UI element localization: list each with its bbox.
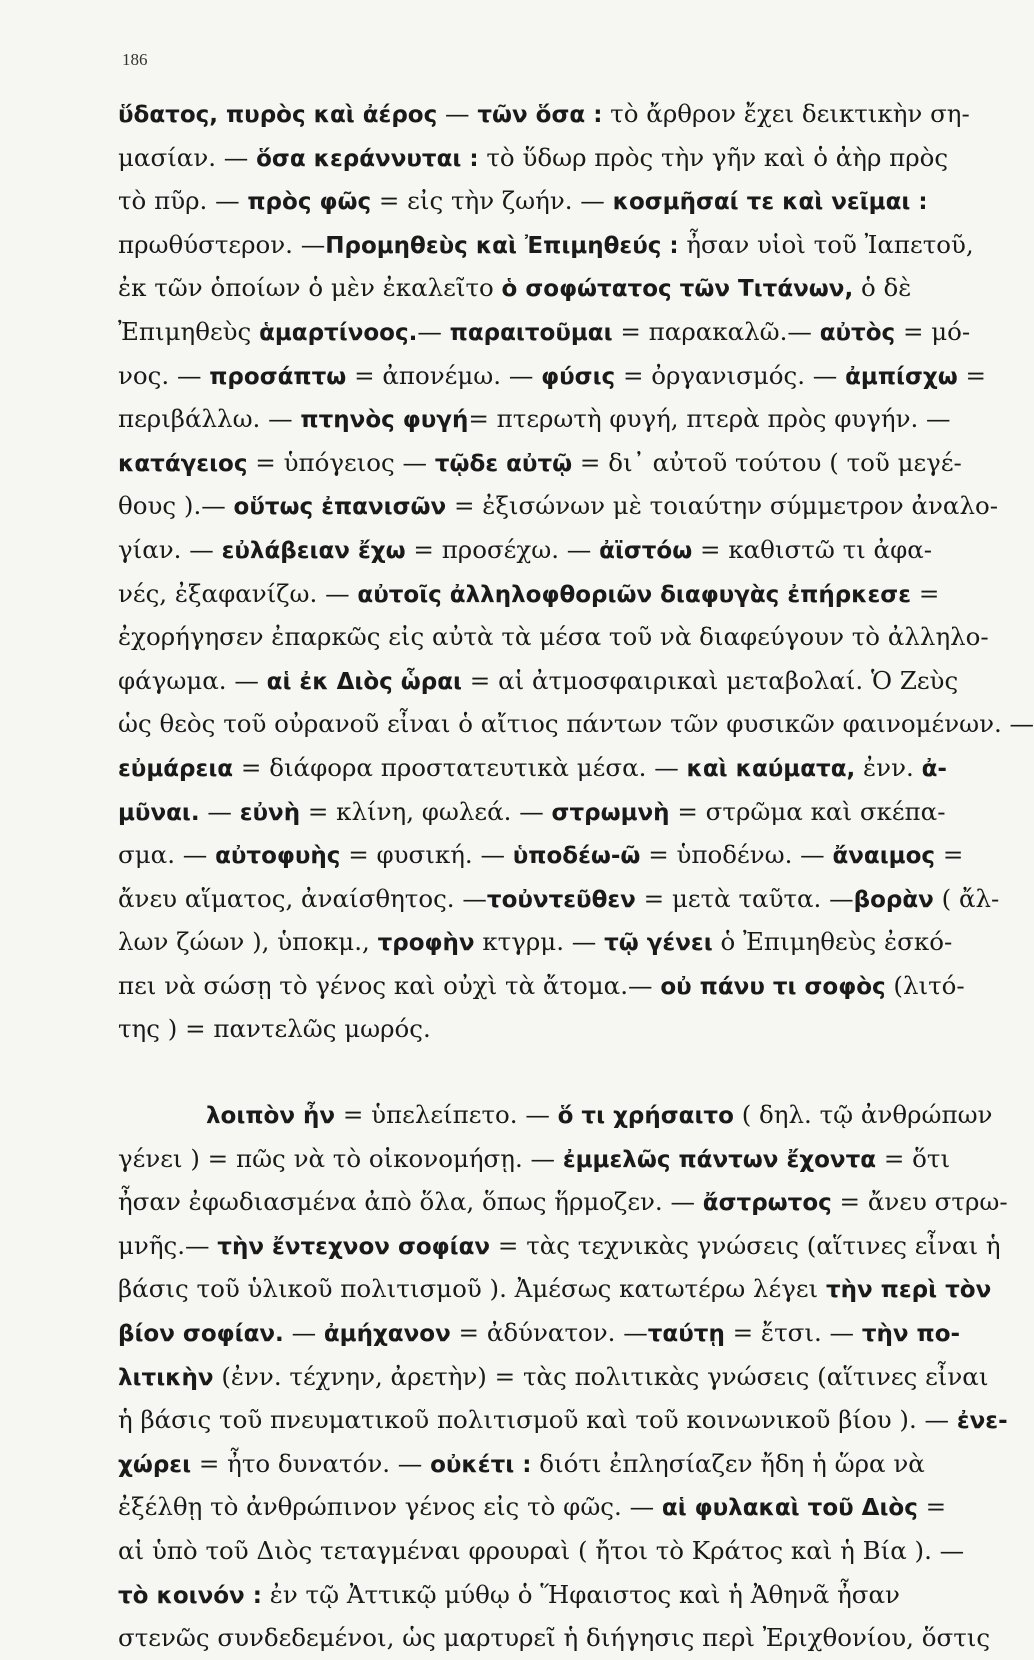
lemma: οὕτως ἐπανισῶν [233, 494, 447, 521]
lemma: ἄναιμος [832, 843, 936, 870]
lemma: ὑποδέω-ῶ [512, 843, 641, 870]
text-line [118, 746, 976, 790]
gloss: τὸ ἄρθρον ἔχει δεικτικὴν ση- [602, 99, 970, 128]
lemma: ὕδατος, πυρὸς καὶ ἀέρος [118, 102, 438, 128]
text-line [118, 1137, 976, 1181]
lemma: οὐ πάνυ τι σοφὸς [660, 973, 886, 1000]
lemma: ὅσα κεράννυται : [256, 145, 479, 172]
lemma: αὐτοῖς ἀλληλοφθοριῶν διαφυγὰς ἐπήρκεσε [357, 581, 912, 608]
gloss: λων ζώων ), ὑποκμ., [118, 927, 378, 957]
lemma: αἱ φυλακαὶ τοῦ Διὸς [661, 1495, 918, 1522]
lemma: φύσις [541, 363, 616, 390]
text-line [118, 615, 989, 659]
gloss: γίαν. — [118, 534, 222, 564]
text-line [118, 1093, 993, 1137]
lemma: τῷ γένει [604, 930, 713, 957]
gloss: νος. — [118, 360, 210, 390]
gloss: ὡς θεὸς τοῦ οὐρανοῦ εἶναι ὁ αἴτιος πάντων τῶν φυσικῶν φαινομένων. — [118, 709, 1034, 739]
gloss: — [437, 99, 478, 128]
text-line [118, 1573, 976, 1617]
gloss: = ὀργανισμός. — [615, 360, 846, 390]
gloss: = παρακαλῶ.— [612, 316, 820, 346]
gloss: μνῆς.— [118, 1230, 218, 1260]
gloss: = ὑπελείπετο. — [335, 1100, 558, 1130]
gloss: ὁ δὲ [853, 273, 912, 303]
gloss: = πτερωτὴ φυγή, πτερὰ πρὸς φυγήν. — [468, 404, 951, 434]
lemma: παραιτοῦμαι [449, 319, 613, 346]
text-line [118, 310, 976, 354]
gloss: = [911, 578, 940, 608]
lemma: προσάπτω [209, 363, 347, 390]
lemma: εὐλάβειαν ἔχω [221, 537, 406, 564]
lemma: πρὸς φῶς [247, 189, 372, 216]
lemma: τῷδε αὐτῷ [434, 450, 573, 477]
text-line [118, 484, 998, 528]
text-line [118, 1355, 989, 1399]
text-line [118, 1442, 976, 1486]
lemma: εὐμάρεια [118, 755, 234, 782]
gloss: φάγωμα. — [118, 665, 267, 695]
gloss: στενῶς συνδεδεμένοι, ὡς μαρτυρεῖ ἡ διήγησις περὶ Ἐριχθονίου, ὅστις [118, 1623, 991, 1653]
gloss: = φυσική. — [340, 840, 513, 870]
lemma: τὴν πο- [861, 1321, 961, 1348]
lemma: τοὐντεῦθεν [486, 886, 636, 913]
lemma: ἀμήχανον [323, 1321, 451, 1348]
text-line [118, 572, 976, 616]
lemma: Προμηθεὺς καὶ Ἐπιμηθεύς : [325, 232, 679, 259]
gloss: Ἐπιμηθεὺς [118, 316, 260, 346]
text-line [118, 1311, 976, 1355]
text-line [118, 964, 976, 1008]
lemma: βορὰν [853, 886, 934, 913]
text-line [118, 1267, 992, 1311]
gloss: = ἀδύνατον. — [450, 1318, 648, 1348]
gloss: ὁ Ἐπιμηθεὺς ἐσκό- [712, 927, 953, 957]
lemma: καὶ καύματα, [686, 755, 856, 782]
gloss: = στρῶμα καὶ σκέπα- [669, 796, 946, 826]
commentary-text [118, 92, 1034, 1660]
gloss: τὸ ὕδωρ πρὸς τὴν γῆν καὶ ὁ ἀὴρ πρὸς [478, 142, 949, 172]
gloss: = ἐξισώνων μὲ τοιαύτην σύμμετρον ἀναλο- [446, 491, 998, 521]
text-line [118, 179, 976, 223]
gloss: = [957, 360, 987, 390]
lemma: ἀϊστόω [599, 537, 693, 564]
gloss: πρωθύστερον. — [118, 229, 326, 259]
text-line [118, 920, 976, 964]
gloss: = μετὰ ταῦτα. — [635, 883, 854, 913]
lemma: ἁμαρτίνοος. [259, 319, 418, 346]
gloss: = αἱ ἀτμοσφαιρικαὶ μεταβολαί. Ὁ Ζεὺς [462, 665, 959, 695]
gloss: = διάφορα προστατευτικὰ μέσα. — [233, 752, 687, 782]
text-line [118, 354, 987, 398]
text-line [118, 877, 1000, 921]
gloss: ἡ βάσις τοῦ πνευματικοῦ πολιτισμοῦ καὶ τοῦ κοινωνικοῦ βίου ). — [118, 1405, 957, 1435]
gloss: — [283, 1318, 324, 1348]
text-line [118, 702, 1034, 746]
gloss: τὸ πῦρ. — [118, 186, 248, 216]
text-line [118, 441, 976, 485]
gloss: = ὅτι [876, 1143, 951, 1173]
text-line [118, 136, 976, 180]
gloss: (λιτό- [885, 970, 965, 1000]
lemma: μῦναι. [118, 799, 200, 826]
lemma: λιτικὴν [118, 1364, 214, 1391]
lemma: χώρει [118, 1451, 192, 1478]
lemma: ὅ τι χρήσαιτο [557, 1103, 734, 1130]
gloss: = [935, 840, 964, 870]
gloss: (ἐνν. τέχνην, ἀρετὴν) = τὰς πολιτικὰς γνώσεις (αἵτινες εἶναι [213, 1361, 989, 1391]
lemma: τροφὴν [377, 930, 475, 957]
lemma: τὴν ἔντεχνον σοφίαν [217, 1233, 491, 1260]
gloss: της ) = παντελῶς μωρός. [118, 1014, 431, 1044]
gloss: = εἰς τὴν ζωήν. — [371, 186, 613, 216]
lemma: ταύτῃ [647, 1321, 725, 1348]
text-line [118, 1616, 991, 1660]
text-line [118, 1180, 1008, 1224]
text-line [118, 397, 976, 441]
lemma: οὐκέτι : [430, 1451, 532, 1478]
gloss: = μό- [895, 316, 971, 346]
lemma: εὐνὴ [239, 799, 301, 826]
gloss: γένει ) = πῶς νὰ τὸ οἰκονομήσῃ. — [118, 1143, 563, 1173]
text-line [118, 1224, 1001, 1268]
text-line [118, 1007, 976, 1051]
gloss: βάσις τοῦ ὑλικοῦ πολιτισμοῦ ). Ἀμέσως κατωτέρω λέγει [118, 1274, 826, 1304]
lemma: ἐμμελῶς πάντων ἔχοντα [562, 1146, 877, 1173]
text-line [118, 223, 976, 267]
gloss: — [199, 796, 240, 826]
gloss: = ὑποδένω. — [640, 840, 833, 870]
text-line [118, 1485, 976, 1529]
gloss: = ὑπόγειος — [247, 447, 435, 477]
text-line [118, 790, 976, 834]
gloss: — [417, 316, 450, 346]
lemma: τὴν περὶ τὸν [825, 1277, 992, 1304]
gloss: μασίαν. — [118, 142, 257, 172]
lemma: κοσμῆσαί τε καὶ νεῖμαι : [612, 189, 928, 216]
lemma: τὸ κοινόν : [118, 1582, 262, 1609]
text-line [118, 528, 976, 572]
text-line [118, 1529, 976, 1573]
paragraph-gap [118, 1051, 976, 1093]
gloss: = ἦτο δυνατόν. — [191, 1448, 431, 1478]
gloss: = δι᾽ αὐτοῦ τούτου ( τοῦ μεγέ- [572, 447, 962, 477]
text-line [118, 659, 976, 703]
gloss: ἐνν. [855, 752, 922, 782]
gloss: σμα. — [118, 840, 216, 870]
gloss: = [917, 1492, 947, 1522]
gloss: ἐχορήγησεν ἐπαρκῶς εἰς αὐτὰ τὰ μέσα τοῦ νὰ διαφεύγουν τὸ ἀλληλο- [118, 622, 989, 652]
gloss: πει νὰ σώσῃ τὸ γένος καὶ οὐχὶ τὰ ἄτομα.— [118, 970, 661, 1000]
lemma: αὐτὸς [819, 319, 896, 346]
text-line [118, 1398, 1008, 1442]
lemma: ἄστρωτος [702, 1190, 832, 1217]
gloss: νές, ἐξαφανίζω. — [118, 578, 358, 608]
gloss: διότι ἐπλησίαζεν ἤδη ἡ ὥρα νὰ [531, 1448, 925, 1478]
gloss: ἐκ τῶν ὁποίων ὁ μὲν ἐκαλεῖτο [118, 273, 502, 303]
gloss: περιβάλλω. — [118, 404, 301, 434]
gloss: = προσέχω. — [405, 534, 600, 564]
gloss: = κλίνη, φωλεά. — [300, 796, 552, 826]
lemma: ἀμπίσχω [845, 363, 958, 390]
gloss: ( δηλ. τῷ ἀνθρώπων [733, 1100, 993, 1130]
gloss: ἦσαν ἐφωδιασμένα ἀπὸ ὅλα, ὅπως ἥρμοζεν. — [118, 1187, 703, 1217]
gloss: = ἄνευ στρω- [831, 1187, 1008, 1217]
lemma: ἀ- [921, 755, 947, 782]
gloss: ( ἄλ- [933, 883, 1000, 913]
gloss: αἱ ὑπὸ τοῦ Διὸς τεταγμέναι φρουραὶ ( ἤτοι τὸ Κράτος καὶ ἡ Βία ). — [118, 1536, 965, 1565]
lemma: κατάγειος [118, 450, 248, 477]
gloss: = ἔτσι. — [724, 1318, 862, 1348]
lemma: αὐτοφυὴς [215, 843, 341, 870]
gloss: = καθιστῶ τι ἀφα- [692, 534, 933, 564]
lemma: ἐνε- [956, 1408, 1008, 1435]
lemma: πτηνὸς φυγή [300, 407, 469, 434]
gloss: κτγρμ. — [474, 927, 605, 957]
page-number: 186 [122, 50, 148, 69]
lemma: λοιπὸν ἦν [206, 1103, 336, 1130]
lemma: βίον σοφίαν. [118, 1321, 284, 1348]
text-line [118, 92, 976, 136]
gloss: ἦσαν υἱοὶ τοῦ Ἰαπετοῦ, [678, 229, 974, 259]
text-line [118, 833, 976, 877]
gloss: ἐν τῷ Ἀττικῷ μύθῳ ὁ Ἥφαιστος καὶ ἡ Ἀθηνᾶ ἦσαν [261, 1579, 900, 1609]
lemma: στρωμνὴ [551, 799, 670, 826]
gloss: ἐξέλθῃ τὸ ἀνθρώπινον γένος εἰς τὸ φῶς. — [118, 1492, 662, 1522]
gloss: = τὰς τεχνικὰς γνώσεις (αἵτινες εἶναι ἡ [490, 1230, 1001, 1260]
lemma: ὁ σοφώτατος τῶν Τιτάνων, [501, 276, 854, 303]
gloss: ἄνευ αἵματος, ἀναίσθητος. — [118, 883, 487, 913]
text-line [118, 266, 976, 310]
lemma: τῶν ὅσα : [477, 102, 603, 128]
gloss: = ἀπονέμω. — [346, 360, 542, 390]
lemma: αἱ ἐκ Διὸς ὧραι [266, 668, 462, 695]
gloss: θους ).— [118, 491, 234, 521]
